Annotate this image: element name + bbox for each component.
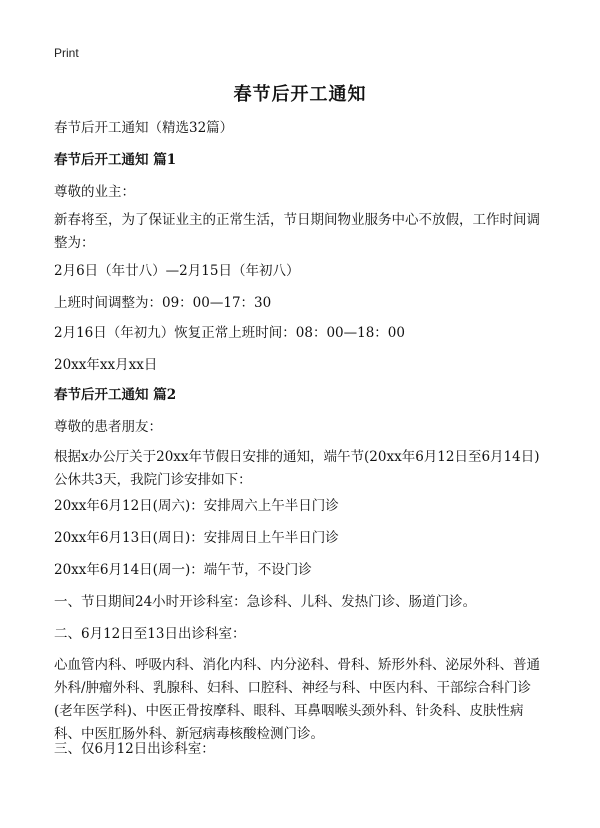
section-2-schedule-1: 20xx年6月12日(周六)：安排周六上午半日门诊: [54, 498, 339, 514]
section-1-resume-hours: 2月16日（年初九）恢复正常上班时间：08：00—18：00: [54, 325, 405, 341]
section-2-greeting: 尊敬的患者朋友：: [54, 419, 162, 435]
section-1-greeting: 尊敬的业主：: [54, 184, 135, 200]
section-2-heading: 春节后开工通知 篇2: [54, 387, 177, 403]
section-2-schedule-3: 20xx年6月14日(周一)：端午节，不设门诊: [54, 562, 312, 578]
section-2-schedule-2: 20xx年6月13日(周日)：安排周日上午半日门诊: [54, 530, 339, 546]
section-2-item-2: 二、6月12日至13日出诊科室：: [54, 626, 246, 642]
section-1-working-hours: 上班时间调整为：09：00—17：30: [54, 295, 272, 311]
document-title: 春节后开工通知: [233, 84, 367, 105]
section-2-item-1: 一、节日期间24小时开诊科室：急诊科、儿科、发热门诊、肠道门诊。: [54, 594, 477, 610]
document-subtitle: 春节后开工通知（精选32篇）: [54, 120, 234, 136]
section-2-item-3: 三、仅6月12日出诊科室：: [54, 741, 215, 757]
section-2-body: 根据x办公厅关于20xx年节假日安排的通知，端午节(20xx年6月12日至6月14日)公休共3天，我院门诊安排如下：: [54, 449, 540, 488]
section-2-departments: 心血管内科、呼吸内科、消化内科、内分泌科、骨科、矫形外科、泌尿外科、普通外科/肿瘤外科、乳腺科、妇科、口腔科、神经与科、中医内科、干部综合科门诊(老年医学科)、中医正骨按摩科、眼科、耳鼻咽喉头颈外科、针灸科、皮肤性病科、中医肛肠外科、新冠病毒核酸检测门诊。: [54, 657, 540, 742]
section-1-date: 20xx年xx月xx日: [54, 357, 158, 373]
section-1-body: 新春将至，为了保证业主的正常生活，节日期间物业服务中心不放假，工作时间调整为：: [54, 212, 540, 251]
section-1-heading: 春节后开工通知 篇1: [54, 152, 177, 168]
print-label: Print: [54, 46, 79, 60]
section-1-holiday-dates: 2月6日（年廿八）—2月15日（年初八）: [54, 263, 300, 279]
